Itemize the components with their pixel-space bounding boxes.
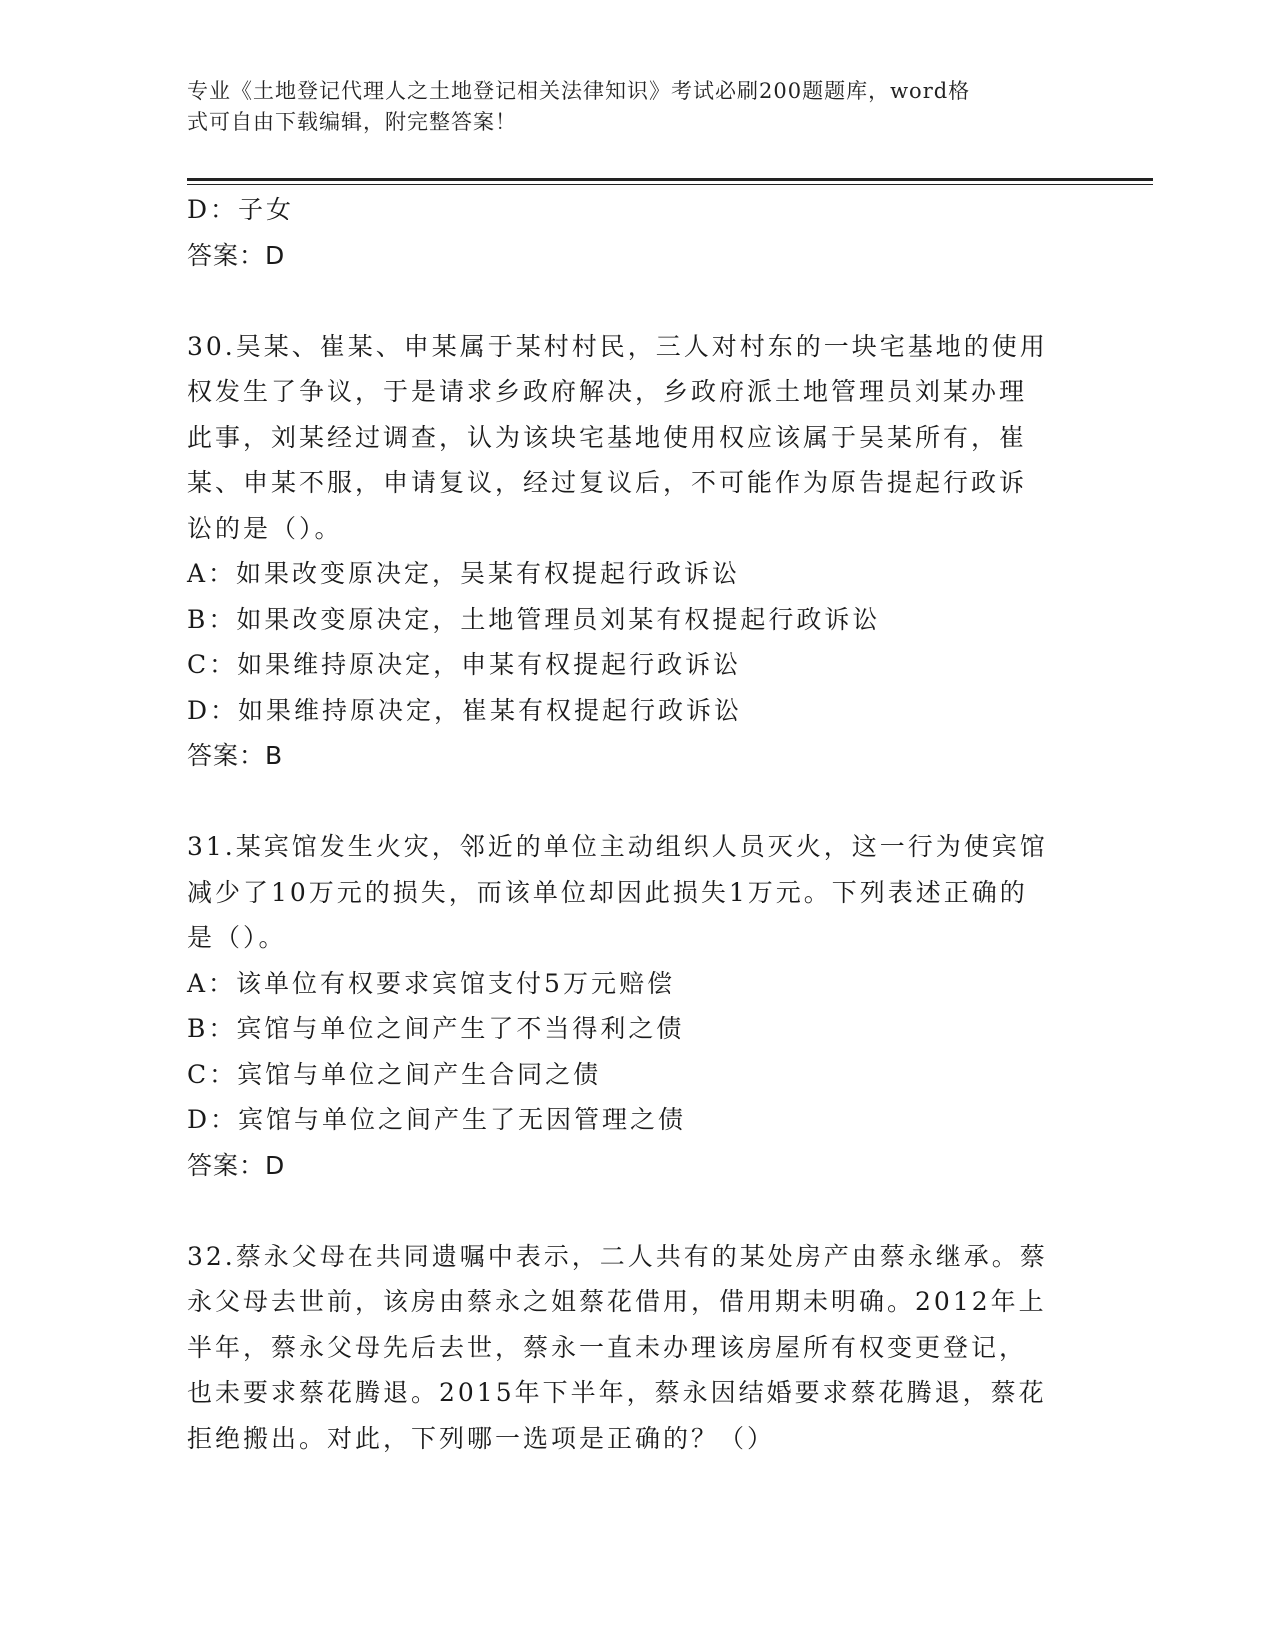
question-stem-line: 永父母去世前，该房由蔡永之姐蔡花借用，借用期未明确。2012年上 — [187, 1287, 1047, 1316]
header-rule-thick — [187, 178, 1153, 181]
question-30 — [187, 324, 1067, 779]
option-c: C：宾馆与单位之间产生合同之债 — [187, 1059, 602, 1089]
page-header — [187, 76, 1067, 138]
option-c: C：如果维持原决定，申某有权提起行政诉讼 — [187, 650, 742, 679]
option-b: B：宾馆与单位之间产生了不当得利之债 — [187, 1014, 685, 1043]
question-32 — [187, 1234, 1067, 1462]
question-stem-line: 拒绝搬出。对此，下列哪一选项是正确的？（） — [187, 1423, 776, 1453]
option-a: A：该单位有权要求宾馆支付5万元赔偿 — [187, 968, 675, 998]
question-stem-line: 权发生了争议，于是请求乡政府解决，乡政府派土地管理员刘某办理 — [187, 377, 1028, 406]
question-content — [187, 187, 1067, 1461]
prev-option-d: D：子女 — [187, 195, 295, 224]
spacer — [187, 278, 1067, 324]
header-line-2: 式可自由下载编辑，附完整答案！ — [187, 110, 517, 134]
question-stem-line: 是（）。 — [187, 923, 287, 952]
question-stem-line: 30.吴某、崔某、申某属于某村村民，三人对村东的一块宅基地的使用 — [187, 331, 1048, 361]
question-stem-line: 31.某宾馆发生火灾，邻近的单位主动组织人员灭火，这一行为使宾馆 — [187, 832, 1048, 861]
header-rule-thin — [187, 184, 1153, 185]
question-31 — [187, 824, 1067, 1188]
option-d: D：如果维持原决定，崔某有权提起行政诉讼 — [187, 695, 743, 725]
question-stem-line: 此事，刘某经过调查，认为该块宅基地使用权应该属于吴某所有，崔 — [187, 422, 1028, 452]
question-stem-line: 也未要求蔡花腾退。2015年下半年，蔡永因结婚要求蔡花腾退，蔡花 — [187, 1378, 1047, 1407]
question-stem-line: 半年，蔡永父母先后去世，蔡永一直未办理该房屋所有权变更登记， — [187, 1332, 1028, 1362]
question-stem-line: 减少了10万元的损失，而该单位却因此损失1万元。下列表述正确的 — [187, 877, 1028, 907]
header-line-1: 专业《土地登记代理人之土地登记相关法律知识》考试必刷200题题库，word格 — [187, 79, 971, 103]
answer: 答案：D — [187, 1150, 286, 1180]
option-b: B：如果改变原决定，土地管理员刘某有权提起行政诉讼 — [187, 604, 881, 634]
question-stem-line: 讼的是（）。 — [187, 513, 343, 543]
spacer — [187, 779, 1067, 825]
spacer — [187, 1188, 1067, 1234]
question-stem-line: 32.蔡永父母在共同遗嘱中表示，二人共有的某处房产由蔡永继承。蔡 — [187, 1241, 1048, 1271]
answer: 答案：B — [187, 741, 284, 770]
prev-answer: 答案：D — [187, 240, 286, 270]
question-stem-line: 某、申某不服，申请复议，经过复议后，不可能作为原告提起行政诉 — [187, 468, 1028, 497]
option-a: A：如果改变原决定，吴某有权提起行政诉讼 — [187, 559, 741, 588]
option-d: D：宾馆与单位之间产生了无因管理之债 — [187, 1105, 687, 1134]
